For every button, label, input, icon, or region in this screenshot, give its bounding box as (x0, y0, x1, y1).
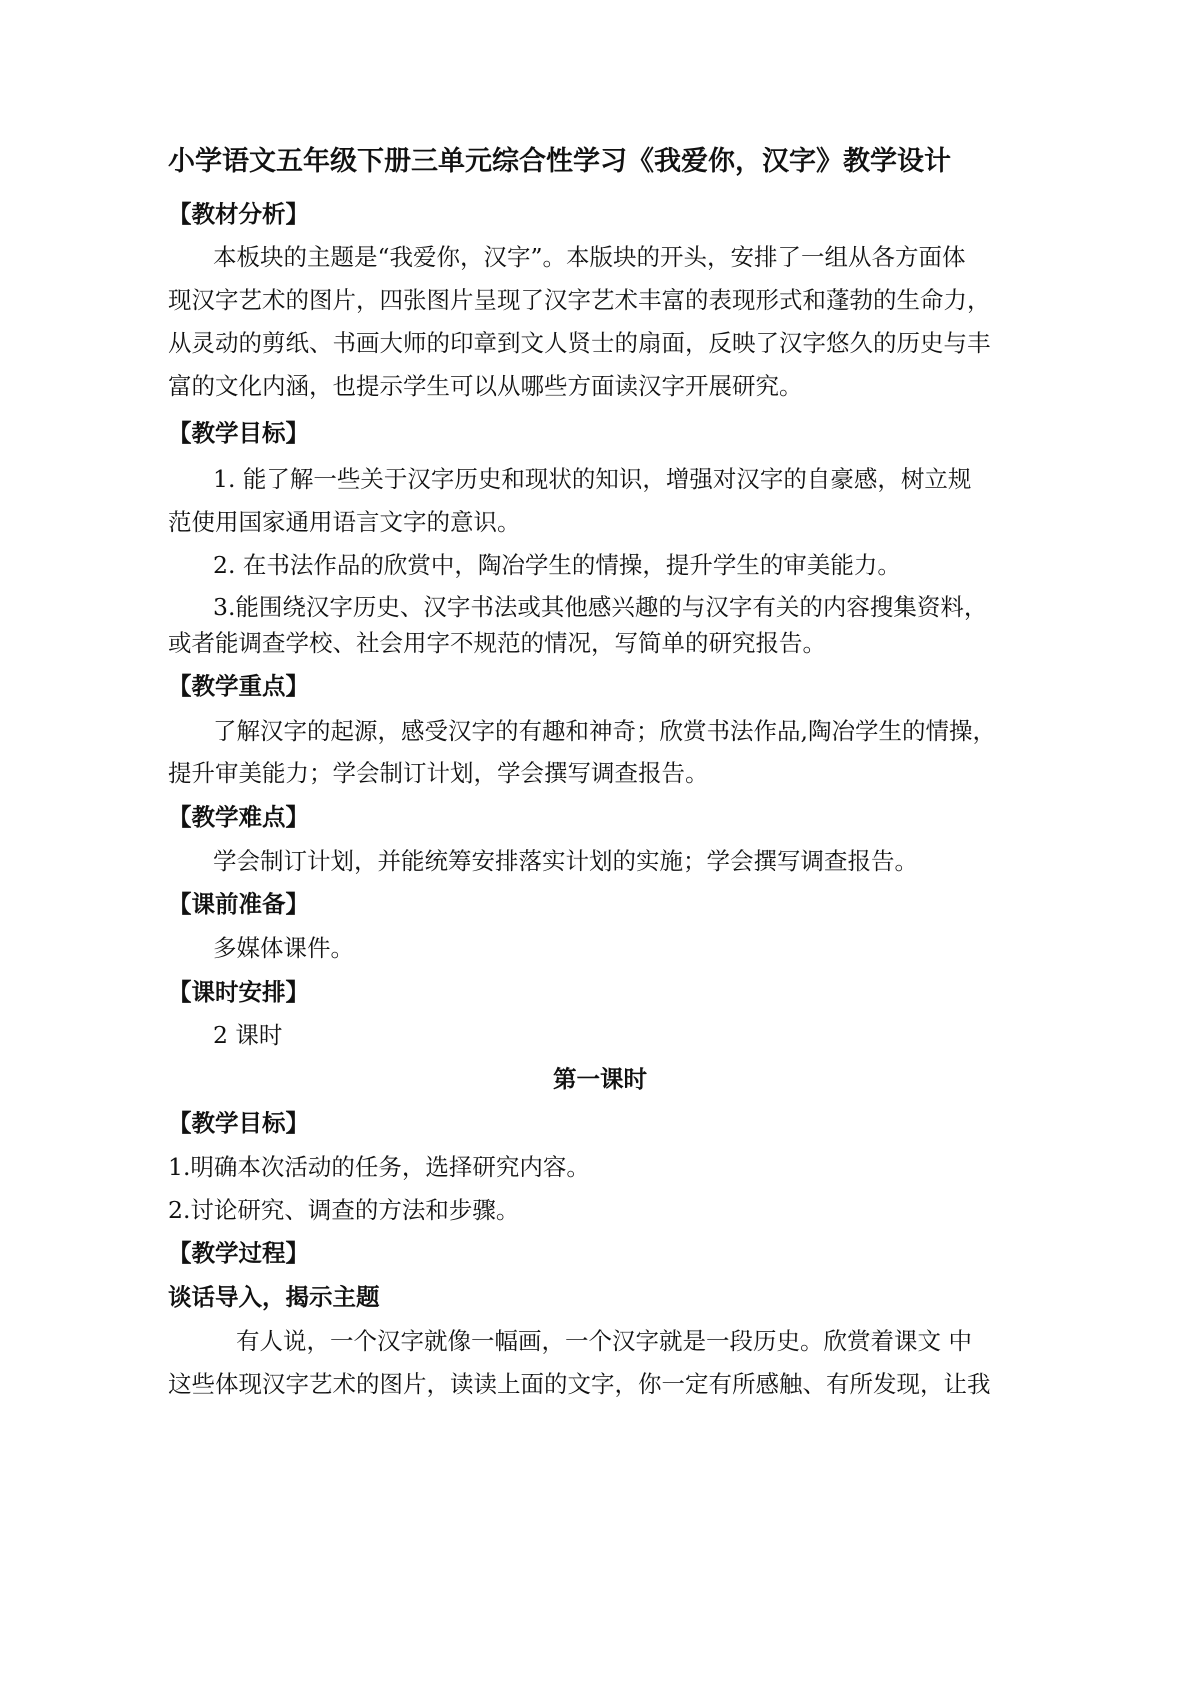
paragraph-line: 本板块的主题是“我爱你，汉字”。本版块的开头，安排了一组从各方面体 (213, 243, 966, 271)
paragraph-line: 有人说，一个汉字就像一幅画，一个汉字就是一段历史。欣赏着课文 中 (236, 1327, 972, 1355)
paragraph-line: 现汉字艺术的图片，四张图片呈现了汉字艺术丰富的表现形式和蓬勃的生命力， (168, 286, 991, 314)
document-title: 小学语文五年级下册三单元综合性学习《我爱你，汉字》教学设计 (168, 146, 951, 177)
paragraph-line: 学会制订计划，并能统筹安排落实计划的实施；学会撰写调查报告。 (213, 847, 918, 875)
paragraph-line: 富的文化内涵，也提示学生可以从哪些方面读汉字开展研究。 (168, 372, 803, 400)
section-heading-difficulties: 【教学难点】 (168, 803, 309, 831)
section-heading-lesson-goals: 【教学目标】 (168, 1109, 309, 1137)
section-heading-process: 【教学过程】 (168, 1239, 309, 1267)
section-heading-key-points: 【教学重点】 (168, 672, 309, 700)
goal-line: 1.明确本次活动的任务，选择研究内容。 (168, 1153, 590, 1181)
section-heading-material-analysis: 【教材分析】 (168, 200, 309, 228)
paragraph-line: 提升审美能力；学会制订计划，学会撰写调查报告。 (168, 759, 709, 787)
goal-line: 1. 能了解一些关于汉字历史和现状的知识，增强对汉字的自豪感，树立规 (213, 465, 972, 493)
paragraph-line: 从灵动的剪纸、书画大师的印章到文人贤士的扇面，反映了汉字悠久的历史与丰 (168, 329, 991, 357)
paragraph-line: 这些体现汉字艺术的图片，读读上面的文字，你一定有所感触、有所发现，让我 (168, 1370, 991, 1398)
process-subheading: 谈话导入，揭示主题 (168, 1283, 380, 1311)
paragraph-line: 2 课时 (213, 1021, 283, 1049)
lesson-title: 第一课时 (553, 1065, 647, 1093)
goal-line: 2.讨论研究、调查的方法和步骤。 (168, 1196, 520, 1224)
goal-line: 3.能围绕汉字历史、汉字书法或其他感兴趣的与汉字有关的内容搜集资料， (213, 593, 988, 621)
section-heading-schedule: 【课时安排】 (168, 978, 309, 1006)
section-heading-teaching-goals: 【教学目标】 (168, 419, 309, 447)
goal-line: 或者能调查学校、社会用字不规范的情况，写简单的研究报告。 (168, 629, 826, 657)
paragraph-line: 了解汉字的起源，感受汉字的有趣和神奇；欣赏书法作品,陶冶学生的情操， (213, 717, 996, 745)
goal-line: 2. 在书法作品的欣赏中，陶冶学生的情操，提升学生的审美能力。 (213, 551, 901, 579)
section-heading-preparation: 【课前准备】 (168, 890, 309, 918)
paragraph-line: 多媒体课件。 (213, 934, 354, 962)
goal-line: 范使用国家通用语言文字的意识。 (168, 508, 521, 536)
